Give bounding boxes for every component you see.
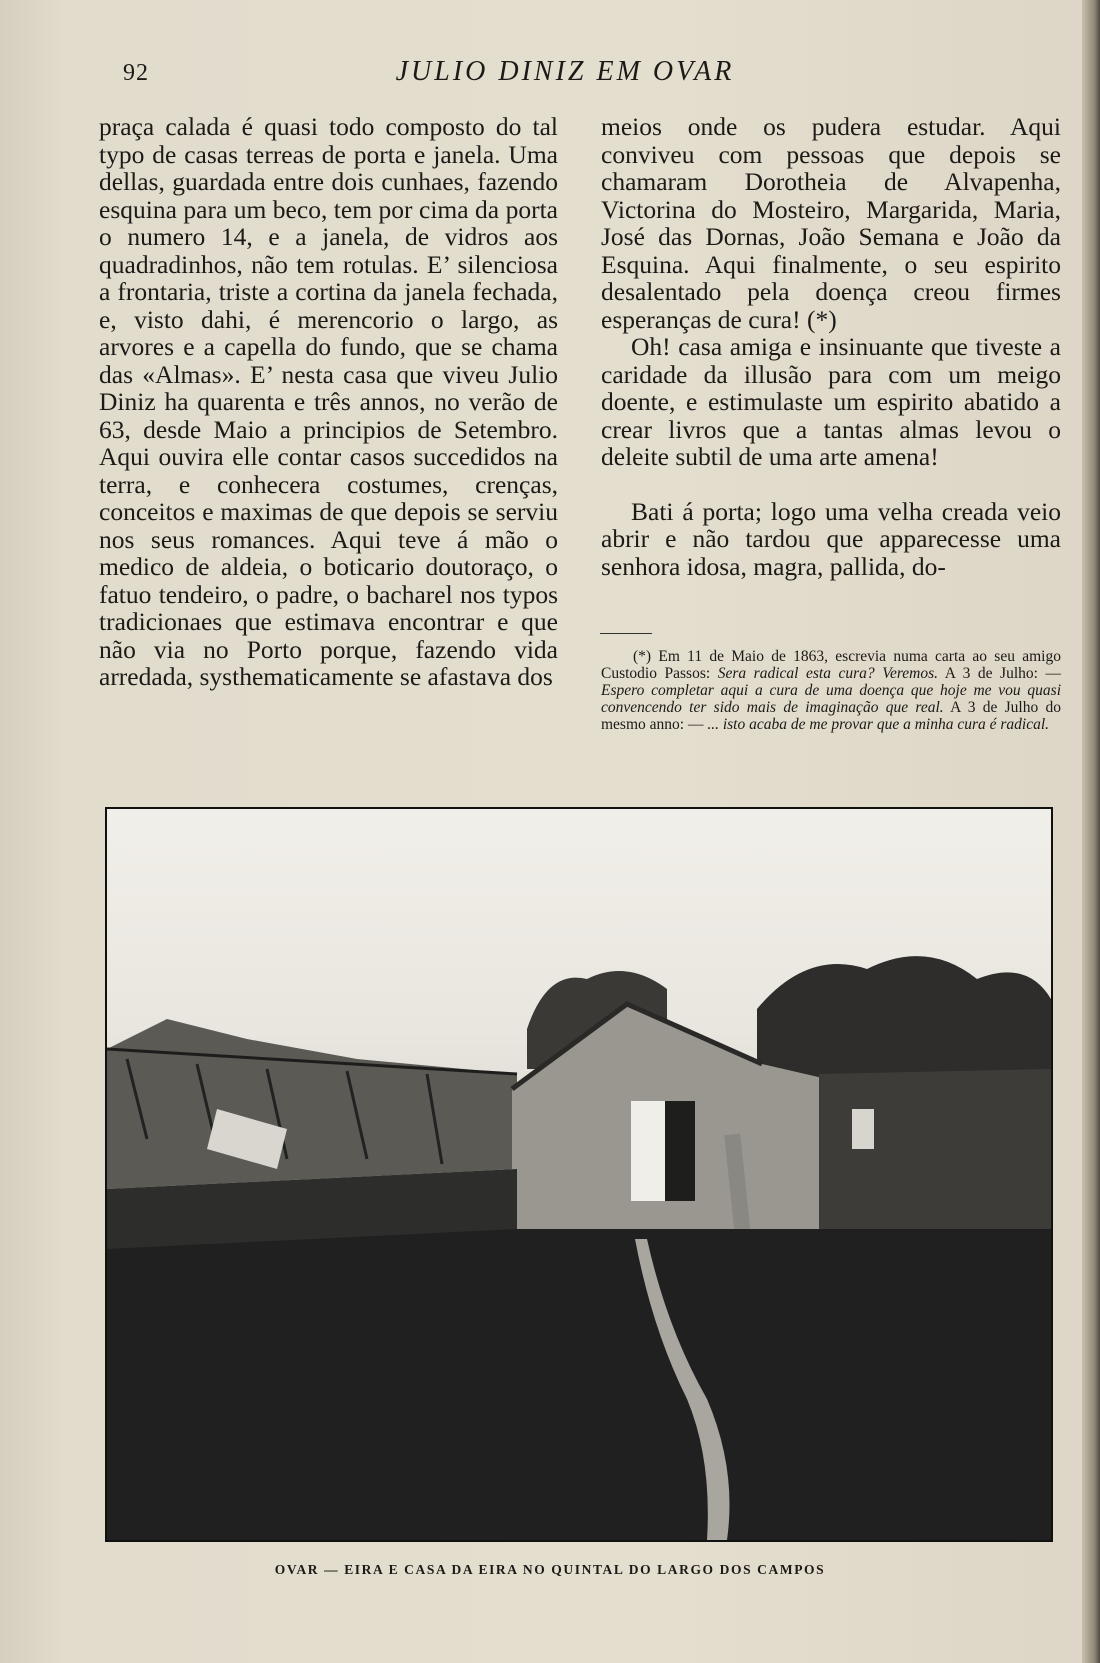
footnote: (*) Em 11 de Maio de 1863, escrevia numa carta ao seu amigo Custodio Passos: Sera radical esta cura? Veremos. A 3 de Julho: — Espero completar aqui a cura de uma doença que hoje me vou quasi convencendo ter sido mais de imaginação que real. A 3 de Julho do mesmo anno: — ... isto acaba de me provar que a minha cura é radical. (601, 648, 1062, 733)
right-paragraph-2: Oh! casa amiga e insinuante que tiveste a caridade da illusão para com um meigo doente, e estimulaste um espirito abatido a crear livros que a tantas almas levou o deleite subtil de uma arte amena! (601, 332, 1061, 471)
running-head: JULIO DINIZ EM OVAR (395, 56, 735, 87)
photograph-house-icon (107, 809, 1051, 1540)
left-column (99, 113, 558, 691)
house-photograph (105, 807, 1053, 1542)
page-number: 92 (123, 60, 149, 86)
page-gutter (1082, 0, 1100, 1663)
right-column (601, 113, 1061, 580)
right-paragraph-3: Bati á porta; logo uma velha creada veio abrir e não tardou que apparecesse uma senhora idosa, magra, pallida, do- (601, 496, 1061, 581)
right-paragraph-1: meios onde os pudera estudar. Aqui conviveu com pessoas que depois se chamaram Dorotheia de Alvapenha, Victorina do Mosteiro, Margarida, Maria, José das Dornas, João Semana e João da Esquina. Aqui finalmente, o seu espirito desalentado pela doença creou firmes esperanças de cura! (*) (601, 112, 1061, 334)
figure-caption: OVAR — EIRA E CASA DA EIRA NO QUINTAL DO LARGO DOS CAMPOS (274, 1562, 826, 1577)
left-paragraph: praça calada é quasi todo composto do tal typo de casas terreas de porta e janela. Uma dellas, guardada entre dois cunhaes, fazendo esquina para um beco, tem por cima da porta o numero 14, e a janela, de vidros aos quadradinhos, não tem rotulas. E’ silenciosa a frontaria, triste a cortina da janela fechada, e, visto dahi, é merencorio o largo, as arvores e a capella do fundo, que se chama das «Almas». E’ nesta casa que viveu Julio Diniz ha quarenta e três annos, no verão de 63, desde Maio a principios de Setembro. Aqui ouvira elle contar casos succedidos na terra, e conhecera costumes, crenças, conceitos e maximas de que depois se serviu nos seus romances. Aqui teve á mão o medico de aldeia, o boticario doutoraço, o fatuo tendeiro, o padre, o bacharel nos typos tradicionaes que estimava encontrar e que não via no Porto porque, fazendo vida arredada, systhematicamente se afastava dos (99, 112, 558, 691)
footnote-rule (600, 633, 652, 634)
